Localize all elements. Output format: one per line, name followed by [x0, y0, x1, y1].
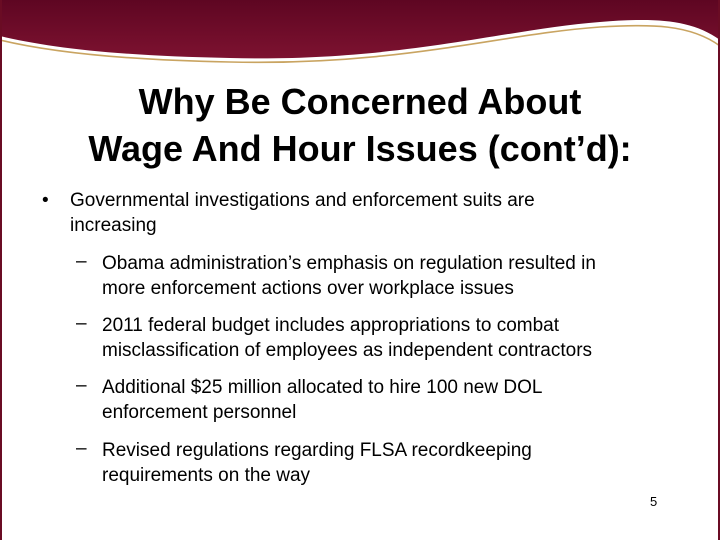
- bullet-symbol: •: [42, 190, 49, 211]
- sub-bullet-dash: –: [76, 251, 87, 272]
- title-line-1: Why Be Concerned About: [138, 81, 582, 122]
- sub-bullet-dash: –: [76, 313, 87, 334]
- sub-bullet-dash: –: [76, 438, 87, 459]
- slide-title: [0, 78, 720, 172]
- sub-bullet-1: [102, 251, 682, 301]
- title-line-2: Wage And Hour Issues (cont’d):: [88, 128, 632, 169]
- page-number: 5: [650, 494, 658, 509]
- sub-bullet-line: enforcement personnel: [102, 402, 297, 423]
- main-bullet-text: [70, 188, 650, 238]
- main-bullet-line-1: Governmental investigations and enforcement suits are: [70, 190, 535, 211]
- sub-bullet-line: requirements on the way: [102, 465, 311, 486]
- sub-bullet-2: [102, 313, 682, 363]
- sub-bullet-line: misclassification of employees as independent contractors: [102, 340, 593, 361]
- sub-bullet-line: more enforcement actions over workplace issues: [102, 278, 514, 299]
- sub-bullet-4: [102, 438, 682, 488]
- sub-bullet-line: Additional $25 million allocated to hire 100 new DOL: [102, 377, 543, 398]
- sub-bullet-dash: –: [76, 375, 87, 396]
- sub-bullet-3: [102, 375, 682, 425]
- sub-bullet-line: 2011 federal budget includes appropriations to combat: [102, 315, 560, 336]
- sub-bullet-line: Revised regulations regarding FLSA recordkeeping: [102, 440, 532, 461]
- header-wave-banner: [0, 0, 720, 70]
- main-bullet-line-2: increasing: [70, 215, 157, 236]
- sub-bullet-line: Obama administration’s emphasis on regulation resulted in: [102, 253, 596, 274]
